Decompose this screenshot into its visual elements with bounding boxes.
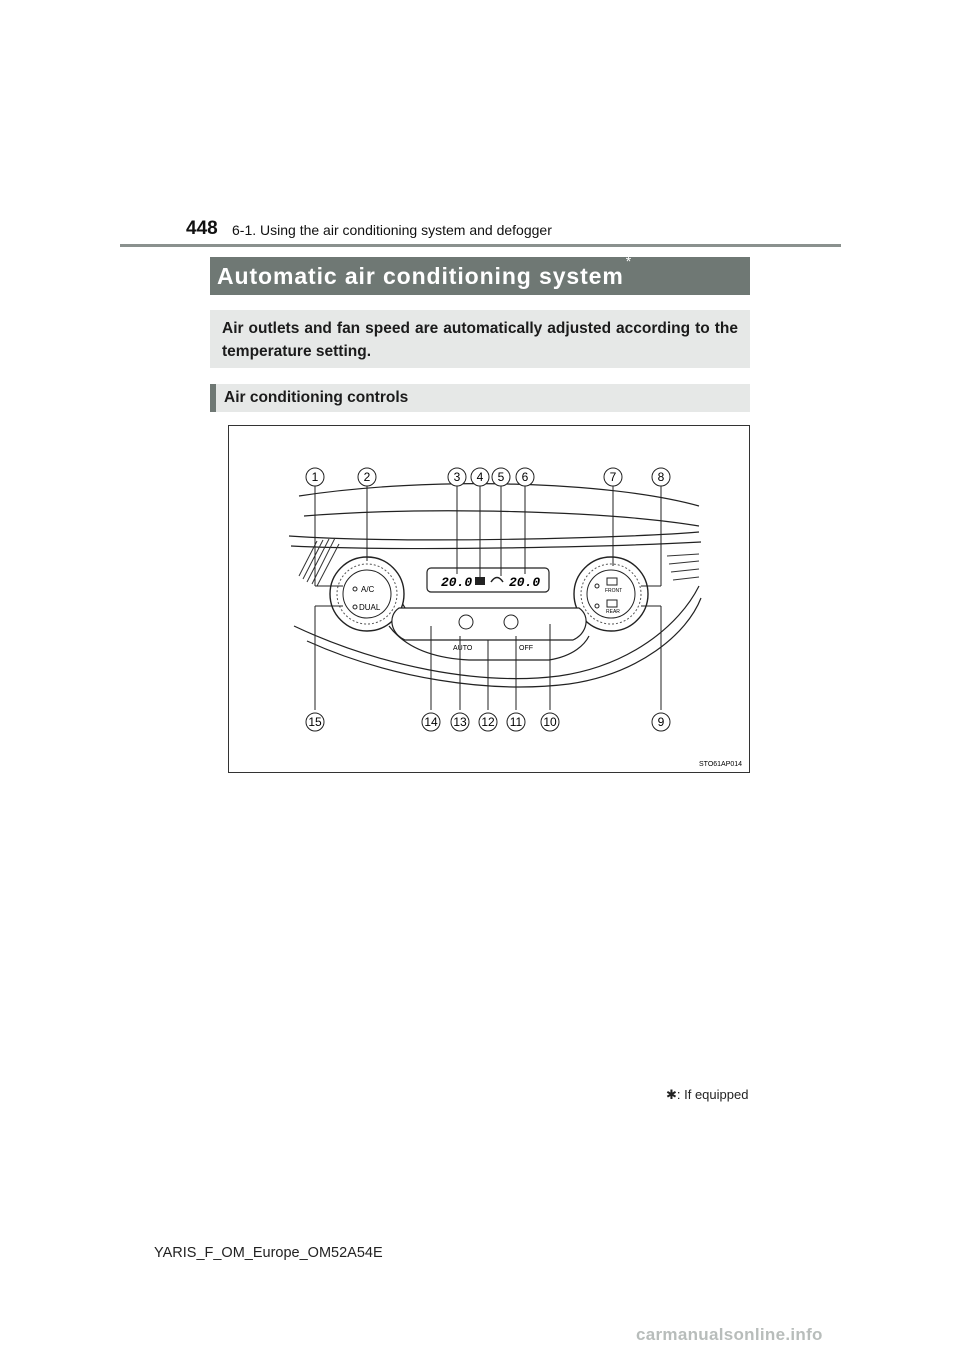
svg-text:8: 8 [657,470,665,484]
svg-text:11: 11 [509,715,523,729]
auto-label: AUTO [453,645,473,652]
callout-10 [541,713,559,731]
callout-7 [604,468,622,486]
svg-text:2: 2 [363,470,371,484]
svg-text:6: 6 [521,470,529,484]
if-equipped-asterisk: * [625,253,632,269]
rear-label: REAR [606,609,620,615]
ac-controls-diagram [228,425,750,773]
svg-text:10: 10 [543,715,557,729]
callout-8 [652,468,670,486]
section-title: Automatic air conditioning system [217,263,624,289]
callout-4 [471,468,489,486]
ac-panel-illustration [229,426,751,774]
header-rule [120,244,841,247]
footnote-if-equipped: ✱: If equipped [666,1087,749,1102]
left-temp: 20.0 [441,575,473,590]
intro-box [210,310,750,368]
callout-14 [422,713,440,731]
page-number: 448 [186,218,218,239]
section-title-bar [210,253,750,295]
svg-text:1: 1 [311,470,319,484]
bottom-callouts [306,713,670,731]
callout-5 [492,468,510,486]
callout-6 [516,468,534,486]
figure-code: STO61AP014 [699,761,743,768]
callout-1 [306,468,324,486]
off-label: OFF [519,645,533,652]
svg-text:5: 5 [497,470,505,484]
intro-text: Air outlets and fan speed are automatically adjusted according to the temperature setting. [222,320,738,360]
callout-15 [306,713,324,731]
right-temp: 20.0 [509,575,541,590]
callout-2 [358,468,376,486]
callout-12 [479,713,497,731]
watermark: carmanualsonline.info [636,1325,823,1344]
front-label: FRONT [605,588,623,594]
svg-text:9: 9 [657,715,665,729]
lower-button-panel [392,608,586,652]
ac-label: A/C [361,585,375,594]
callout-9 [652,713,670,731]
chapter-title: 6-1. Using the air conditioning system and defogger [232,222,552,238]
temperature-display [427,568,549,592]
svg-text:7: 7 [609,470,617,484]
callout-13 [451,713,469,731]
svg-text:4: 4 [476,470,484,484]
subsection-bar [210,384,750,412]
dual-label: DUAL [359,603,381,612]
document-id: YARIS_F_OM_Europe_OM52A54E [154,1245,383,1261]
svg-text:12: 12 [481,715,495,729]
subsection-accent [210,384,216,412]
svg-text:15: 15 [308,715,322,729]
subsection-title: Air conditioning controls [224,389,409,406]
callout-11 [507,713,525,731]
right-vent-lines [667,554,699,580]
callout-3 [448,468,466,486]
svg-text:3: 3 [453,470,461,484]
svg-text:14: 14 [424,715,438,729]
svg-text:13: 13 [453,715,467,729]
